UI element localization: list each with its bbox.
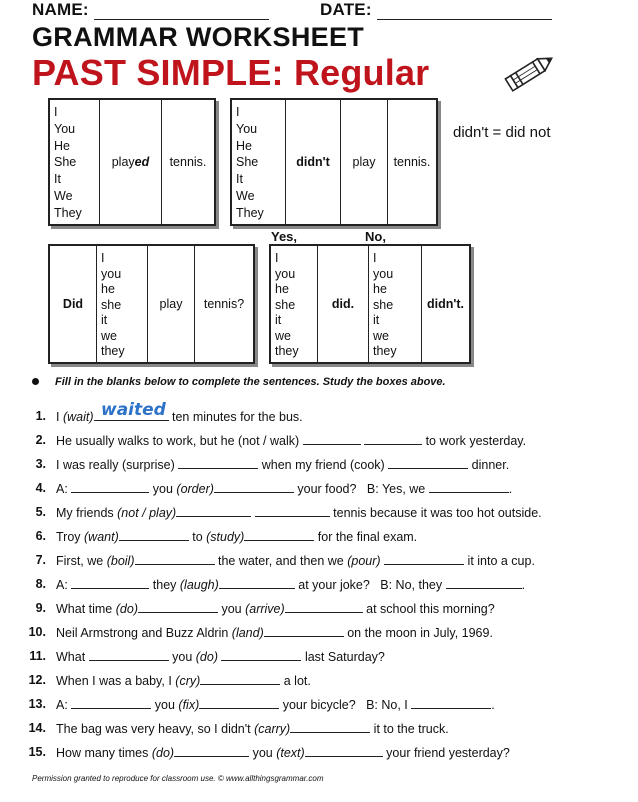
object-text: tennis. (169, 155, 207, 169)
sentence-3 (0, 457, 638, 475)
name-field[interactable] (32, 0, 269, 20)
sentence-fragment: your bicycle? B: No, I (279, 698, 412, 712)
sentence-11 (0, 649, 638, 667)
verb-prompt: (arrive) (245, 602, 285, 616)
answer-blank[interactable] (135, 553, 215, 565)
sentence-fragment: What time (56, 602, 116, 616)
verb-column (100, 100, 162, 224)
sentence-fragment: you (168, 650, 196, 664)
pronoun: she (373, 297, 394, 312)
sentence-fragment: the water, and then we (214, 554, 348, 568)
pronoun-column (232, 100, 286, 224)
sentence-fragment: your friend yesterday? (382, 746, 510, 760)
answer-blank[interactable] (429, 481, 509, 493)
sentence-number: 8. (35, 577, 46, 591)
pronoun: You (236, 121, 258, 136)
sentence-text (56, 577, 525, 592)
sentence-fragment: A: (56, 578, 72, 592)
verb-prompt: (cry) (175, 674, 201, 688)
sentence-fragment: on the moon in July, 1969. (343, 626, 493, 640)
sentence-number: 14. (28, 721, 46, 735)
affirmative-box (48, 98, 216, 226)
verb-prompt: (boil) (106, 554, 135, 568)
sentence-fragment: . (521, 578, 526, 592)
pronoun-column (50, 100, 100, 224)
verb-suffix: ed (134, 155, 150, 169)
verb-played (112, 155, 150, 169)
verb-text: play (159, 297, 183, 311)
verb-prompt: (not / play) (117, 506, 177, 520)
verb-column (148, 246, 195, 362)
didnt-answer: didn't. (427, 297, 464, 311)
name-line[interactable] (94, 5, 269, 20)
sentence-number: 12. (28, 673, 46, 687)
pronoun: I (236, 105, 240, 119)
pronoun: She (54, 155, 77, 170)
answer-blank[interactable] (303, 433, 361, 445)
verb-text: play (352, 155, 376, 169)
pronoun: We (54, 189, 73, 204)
object-column (195, 246, 253, 362)
pronoun: We (236, 189, 255, 204)
pencil-icon (502, 52, 558, 94)
pronoun: he (101, 282, 115, 296)
answer-blank[interactable] (305, 745, 383, 757)
name-label: NAME: (32, 0, 89, 19)
sentence-fragment: dinner. (468, 458, 510, 472)
answer-blank[interactable] (71, 481, 149, 493)
sentence-fragment: . (491, 698, 495, 712)
aux-column (50, 246, 97, 362)
verb-prompt: (do) (115, 602, 138, 616)
answer-blank[interactable] (178, 457, 258, 469)
sentence-fragment: How many times (56, 746, 152, 760)
verb-prompt: (fix) (178, 698, 200, 712)
sentence-text (56, 529, 417, 544)
sentence-number: 6. (35, 529, 46, 543)
verb-prompt: (laugh) (179, 578, 219, 592)
sentence-number: 3. (35, 457, 46, 471)
object-column (162, 100, 214, 224)
pronoun: He (236, 138, 252, 153)
sentence-number: 9. (35, 601, 46, 615)
sentence-15 (0, 745, 638, 763)
pronoun: it (275, 313, 282, 327)
sentence-fragment: ten minutes for the bus. (168, 410, 303, 424)
sentence-text (56, 697, 495, 712)
pronoun: It (54, 172, 61, 187)
object-text: tennis? (203, 297, 245, 311)
pronoun: I (101, 251, 105, 265)
verb-column (341, 100, 388, 224)
sentence-number: 10. (28, 625, 46, 639)
no-answer-column (422, 246, 469, 362)
did-text: Did (62, 297, 84, 311)
contraction-note: didn't = did not (453, 124, 551, 141)
pronoun: It (236, 172, 243, 187)
date-label: DATE: (320, 0, 372, 19)
sentence-5 (0, 505, 638, 523)
sentence-1 (0, 409, 638, 427)
pronoun: you (373, 266, 394, 281)
sentence-fragment: you (151, 698, 179, 712)
worksheet-subtitle: PAST SIMPLE: Regular (32, 52, 430, 93)
sentence-fragment: . (508, 482, 513, 496)
answer-blank[interactable] (221, 649, 301, 661)
sentence-fragment: I (56, 410, 63, 424)
sentence-text (56, 673, 311, 688)
pronoun: they (373, 344, 397, 358)
sentence-fragment: First, we (56, 554, 107, 568)
sentence-12 (0, 673, 638, 691)
sentence-9 (0, 601, 638, 619)
sentence-fragment: at your joke? B: No, they (294, 578, 446, 592)
sentence-text (56, 601, 495, 616)
sentence-text (56, 433, 526, 448)
pronoun: They (54, 205, 82, 220)
pronoun: it (373, 313, 380, 327)
verb-prompt: (pour) (347, 554, 381, 568)
sentence-fragment: A: (56, 698, 72, 712)
sentence-fragment: you (149, 482, 177, 496)
sentence-number: 4. (35, 481, 46, 495)
sentence-fragment: to work yesterday. (422, 434, 527, 448)
did-answer: did. (331, 297, 355, 311)
answer-blank[interactable] (214, 481, 294, 493)
pronoun: She (236, 155, 259, 170)
sentence-fragment: it into a cup. (464, 554, 535, 568)
answer-blank[interactable] (384, 553, 464, 565)
sentence-fragment: My friends (56, 506, 118, 520)
answer-blank[interactable] (119, 529, 189, 541)
verb-prompt: (text) (276, 746, 305, 760)
pronoun: You (54, 121, 76, 136)
didnt-text: didn't (296, 155, 330, 169)
sentence-fragment: The bag was very heavy, so I didn't (56, 722, 255, 736)
yes-answer-column (318, 246, 369, 362)
sentence-number: 13. (28, 697, 46, 711)
sentence-10 (0, 625, 638, 643)
sentence-fragment: for the final exam. (314, 530, 418, 544)
verb-prompt: (want) (84, 530, 119, 544)
pronoun: we (275, 328, 291, 343)
answer-blank[interactable] (244, 529, 314, 541)
pronoun: you (275, 266, 296, 281)
sentence-text (56, 553, 535, 568)
sentence-fragment: to (188, 530, 207, 544)
answer-blank[interactable] (255, 505, 330, 517)
verb-prompt: (do) (195, 650, 218, 664)
answer-blank[interactable] (71, 697, 151, 709)
object-column (388, 100, 436, 224)
answer-blank[interactable] (176, 505, 251, 517)
pronoun: I (275, 251, 279, 265)
pronoun: we (101, 328, 117, 343)
yes-label: Yes, (271, 229, 298, 244)
sentence-fragment: I was really (surprise) (56, 458, 179, 472)
pronoun: they (101, 344, 125, 358)
sentence-2 (0, 433, 638, 451)
sentence-fragment: last Saturday? (301, 650, 385, 664)
pronoun: I (54, 105, 58, 119)
sentence-number: 15. (28, 745, 46, 759)
sentence-text (56, 481, 512, 496)
answer-blank[interactable] (446, 577, 522, 589)
sentence-fragment: it to the truck. (370, 722, 449, 736)
pronoun: he (373, 282, 387, 296)
sentence-14 (0, 721, 638, 739)
sentence-fragment: a lot. (280, 674, 311, 688)
sentence-number: 7. (35, 553, 46, 567)
answer-blank[interactable] (174, 745, 249, 757)
sentence-number: 2. (35, 433, 46, 447)
bullet (32, 378, 39, 385)
sentence-fragment: when my friend (cook) (258, 458, 389, 472)
sentence-fragment: you (217, 602, 246, 616)
answer-blank[interactable] (388, 457, 468, 469)
sample-answer: waited (101, 400, 166, 420)
sentence-text (56, 745, 510, 760)
date-field[interactable] (320, 0, 552, 20)
sentence-7 (0, 553, 638, 571)
answer-blank[interactable] (71, 577, 149, 589)
sentence-6 (0, 529, 638, 547)
sentence-fragment: tennis because it was too hot outside. (329, 506, 542, 520)
instructions: Fill in the blanks below to complete the sentences. Study the boxes above. (55, 376, 446, 388)
sentence-fragment: they (149, 578, 180, 592)
pronoun-column (97, 246, 148, 362)
no-label: No, (365, 229, 386, 244)
worksheet-title: GRAMMAR WORKSHEET (32, 22, 365, 52)
sentence-text (56, 505, 542, 520)
pronoun: we (373, 328, 389, 343)
short-answer-box (269, 244, 471, 364)
pronoun: he (275, 282, 289, 296)
pronoun: I (373, 251, 377, 265)
pronoun: she (275, 297, 296, 312)
permission-footer: Permission granted to reproduce for classroom use. © www.allthingsgrammar.com (32, 774, 324, 783)
answer-blank[interactable] (219, 577, 295, 589)
negative-box (230, 98, 438, 226)
sentence-number: 1. (35, 409, 46, 423)
verb-prompt: (wait) (62, 410, 94, 424)
yes-pronoun-column (271, 246, 318, 362)
answer-blank[interactable] (411, 697, 491, 709)
verb-prompt: (do) (151, 746, 175, 760)
verb-prompt: (land) (231, 626, 264, 640)
answer-blank[interactable] (290, 721, 370, 733)
pronoun: They (236, 205, 264, 220)
sentence-fragment: your food? B: Yes, we (293, 482, 429, 496)
answer-blank[interactable] (285, 601, 363, 613)
sentence-text (56, 721, 449, 736)
answer-blank[interactable] (364, 433, 422, 445)
sentence-number: 11. (29, 649, 46, 663)
date-line[interactable] (377, 5, 552, 20)
sentence-4 (0, 481, 638, 499)
pronoun: it (101, 313, 108, 327)
pronoun: He (54, 138, 70, 153)
sentence-fragment: When I was a baby, I (56, 674, 176, 688)
answer-blank[interactable] (138, 601, 218, 613)
sentence-text (56, 625, 493, 640)
object-text: tennis. (393, 155, 431, 169)
verb-prompt: (carry) (254, 722, 291, 736)
sentence-fragment: Troy (56, 530, 85, 544)
sentence-fragment: Neil Armstrong and Buzz Aldrin (56, 626, 232, 640)
answer-blank[interactable] (89, 649, 169, 661)
sentence-fragment: What (56, 650, 89, 664)
answer-blank[interactable] (199, 697, 279, 709)
answer-blank[interactable] (264, 625, 344, 637)
pronoun: she (101, 297, 122, 312)
no-pronoun-column (369, 246, 422, 362)
sentence-13 (0, 697, 638, 715)
pronoun: they (275, 344, 299, 358)
sentence-fragment: at school this morning? (362, 602, 495, 616)
verb-prompt: (order) (176, 482, 214, 496)
sentence-text (56, 649, 385, 664)
question-box (48, 244, 255, 364)
pronoun: you (101, 266, 122, 281)
sentence-fragment: He usually walks to work, but he (not / walk) (56, 434, 303, 448)
sentence-text (56, 457, 509, 472)
sentence-8 (0, 577, 638, 595)
negative-column (286, 100, 341, 224)
sentence-fragment: A: (56, 482, 72, 496)
answer-blank[interactable] (200, 673, 280, 685)
sentence-text (56, 409, 303, 424)
sentence-number: 5. (35, 505, 46, 519)
verb-prompt: (study) (206, 530, 245, 544)
verb-base: play (111, 155, 135, 169)
sentence-fragment: you (249, 746, 277, 760)
